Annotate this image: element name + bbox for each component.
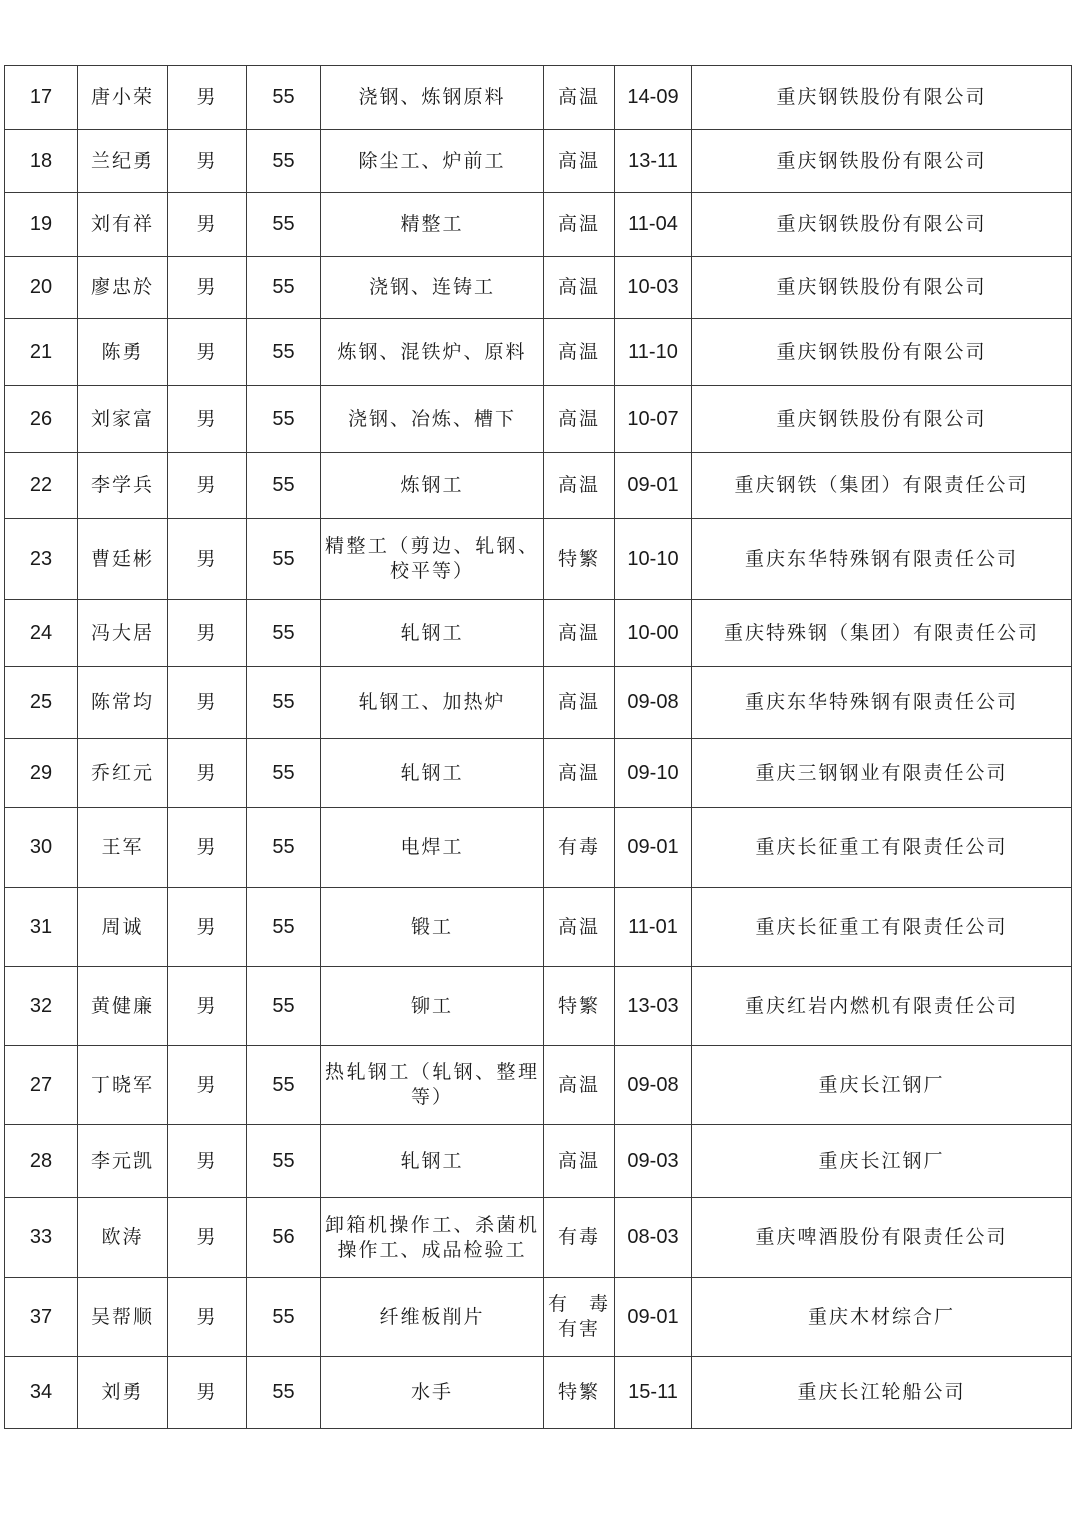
table-row [5, 319, 1072, 386]
cell-period: 10-10 [615, 519, 692, 600]
cell-company: 重庆长征重工有限责任公司 [692, 888, 1072, 967]
cell-job-type: 炼钢、混铁炉、原料 [321, 319, 544, 386]
cell-category: 特繁 [544, 519, 615, 600]
cell-name: 兰纪勇 [78, 130, 168, 193]
cell-period: 09-01 [615, 808, 692, 888]
cell-category: 有毒 [544, 1198, 615, 1278]
cell-category: 高温 [544, 386, 615, 453]
cell-category: 高温 [544, 1125, 615, 1198]
cell-company: 重庆东华特殊钢有限责任公司 [692, 519, 1072, 600]
cell-name: 廖忠於 [78, 257, 168, 319]
cell-age: 55 [247, 1357, 321, 1429]
cell-gender: 男 [168, 1125, 247, 1198]
cell-job-type: 精整工 [321, 193, 544, 257]
cell-gender: 男 [168, 967, 247, 1046]
table-row [5, 1198, 1072, 1278]
cell-period: 13-03 [615, 967, 692, 1046]
cell-company: 重庆特殊钢（集团）有限责任公司 [692, 600, 1072, 667]
cell-period: 14-09 [615, 66, 692, 130]
cell-job-type: 轧钢工 [321, 600, 544, 667]
cell-category: 高温 [544, 453, 615, 519]
cell-job-type: 轧钢工、加热炉 [321, 667, 544, 739]
cell-period: 08-03 [615, 1198, 692, 1278]
cell-number: 27 [5, 1046, 78, 1125]
cell-name: 陈勇 [78, 319, 168, 386]
cell-gender: 男 [168, 1046, 247, 1125]
cell-company: 重庆钢铁股份有限公司 [692, 66, 1072, 130]
cell-job-type: 浇钢、炼钢原料 [321, 66, 544, 130]
cell-gender: 男 [168, 600, 247, 667]
cell-age: 55 [247, 1278, 321, 1357]
cell-company: 重庆长江钢厂 [692, 1046, 1072, 1125]
cell-company: 重庆东华特殊钢有限责任公司 [692, 667, 1072, 739]
cell-number: 18 [5, 130, 78, 193]
cell-company: 重庆红岩内燃机有限责任公司 [692, 967, 1072, 1046]
cell-period: 10-07 [615, 386, 692, 453]
cell-name: 陈常均 [78, 667, 168, 739]
cell-number: 29 [5, 739, 78, 808]
cell-number: 34 [5, 1357, 78, 1429]
table-row [5, 1046, 1072, 1125]
cell-category: 高温 [544, 739, 615, 808]
cell-category: 有毒 [544, 808, 615, 888]
cell-period: 09-03 [615, 1125, 692, 1198]
table-row [5, 519, 1072, 600]
table-row [5, 1125, 1072, 1198]
cell-category: 高温 [544, 600, 615, 667]
table-row [5, 739, 1072, 808]
cell-number: 32 [5, 967, 78, 1046]
cell-gender: 男 [168, 130, 247, 193]
cell-job-type: 浇钢、连铸工 [321, 257, 544, 319]
cell-gender: 男 [168, 386, 247, 453]
cell-number: 26 [5, 386, 78, 453]
cell-number: 33 [5, 1198, 78, 1278]
table-row [5, 257, 1072, 319]
cell-name: 曹廷彬 [78, 519, 168, 600]
cell-gender: 男 [168, 1357, 247, 1429]
cell-period: 09-08 [615, 667, 692, 739]
cell-gender: 男 [168, 319, 247, 386]
cell-gender: 男 [168, 888, 247, 967]
cell-job-type: 浇钢、冶炼、槽下 [321, 386, 544, 453]
cell-period: 11-10 [615, 319, 692, 386]
cell-gender: 男 [168, 667, 247, 739]
cell-name: 王军 [78, 808, 168, 888]
cell-category: 高温 [544, 888, 615, 967]
cell-company: 重庆三钢钢业有限责任公司 [692, 739, 1072, 808]
worker-roster-table [4, 65, 1072, 1429]
cell-number: 25 [5, 667, 78, 739]
cell-period: 10-03 [615, 257, 692, 319]
table-row [5, 808, 1072, 888]
cell-company: 重庆长江轮船公司 [692, 1357, 1072, 1429]
cell-company: 重庆钢铁（集团）有限责任公司 [692, 453, 1072, 519]
cell-company: 重庆木材综合厂 [692, 1278, 1072, 1357]
cell-gender: 男 [168, 193, 247, 257]
cell-job-type: 锻工 [321, 888, 544, 967]
cell-job-type: 水手 [321, 1357, 544, 1429]
table-row [5, 386, 1072, 453]
table-row [5, 453, 1072, 519]
cell-name: 黄健廉 [78, 967, 168, 1046]
table-row [5, 1278, 1072, 1357]
cell-job-type: 卸箱机操作工、杀菌机操作工、成品检验工 [321, 1198, 544, 1278]
cell-category: 高温 [544, 1046, 615, 1125]
table-row [5, 66, 1072, 130]
cell-period: 15-11 [615, 1357, 692, 1429]
cell-period: 09-10 [615, 739, 692, 808]
cell-name: 刘有祥 [78, 193, 168, 257]
cell-gender: 男 [168, 66, 247, 130]
cell-age: 55 [247, 667, 321, 739]
cell-number: 23 [5, 519, 78, 600]
table-row [5, 130, 1072, 193]
cell-category: 特繁 [544, 1357, 615, 1429]
table-row [5, 667, 1072, 739]
cell-age: 55 [247, 888, 321, 967]
cell-gender: 男 [168, 739, 247, 808]
cell-category: 特繁 [544, 967, 615, 1046]
cell-age: 55 [247, 66, 321, 130]
table-row [5, 888, 1072, 967]
cell-number: 20 [5, 257, 78, 319]
cell-gender: 男 [168, 257, 247, 319]
table-row [5, 600, 1072, 667]
table-row [5, 967, 1072, 1046]
cell-company: 重庆钢铁股份有限公司 [692, 257, 1072, 319]
cell-job-type: 炼钢工 [321, 453, 544, 519]
cell-name: 刘家富 [78, 386, 168, 453]
cell-company: 重庆钢铁股份有限公司 [692, 319, 1072, 386]
cell-age: 55 [247, 386, 321, 453]
cell-age: 55 [247, 519, 321, 600]
cell-name: 唐小荣 [78, 66, 168, 130]
cell-name: 冯大居 [78, 600, 168, 667]
cell-name: 吴帮顺 [78, 1278, 168, 1357]
cell-name: 刘勇 [78, 1357, 168, 1429]
cell-period: 10-00 [615, 600, 692, 667]
cell-number: 17 [5, 66, 78, 130]
cell-category: 高温 [544, 257, 615, 319]
cell-name: 周诚 [78, 888, 168, 967]
cell-job-type: 轧钢工 [321, 1125, 544, 1198]
cell-category: 高温 [544, 66, 615, 130]
cell-gender: 男 [168, 1278, 247, 1357]
cell-age: 55 [247, 1046, 321, 1125]
cell-category: 高温 [544, 193, 615, 257]
cell-age: 55 [247, 739, 321, 808]
cell-category: 高温 [544, 667, 615, 739]
cell-age: 55 [247, 453, 321, 519]
cell-company: 重庆钢铁股份有限公司 [692, 193, 1072, 257]
cell-company: 重庆长征重工有限责任公司 [692, 808, 1072, 888]
cell-category: 高温 [544, 319, 615, 386]
cell-name: 李学兵 [78, 453, 168, 519]
cell-age: 55 [247, 1125, 321, 1198]
table-row [5, 193, 1072, 257]
cell-name: 欧涛 [78, 1198, 168, 1278]
table-row [5, 1357, 1072, 1429]
cell-age: 56 [247, 1198, 321, 1278]
cell-age: 55 [247, 193, 321, 257]
cell-number: 28 [5, 1125, 78, 1198]
cell-number: 22 [5, 453, 78, 519]
cell-name: 丁晓军 [78, 1046, 168, 1125]
cell-job-type: 除尘工、炉前工 [321, 130, 544, 193]
cell-category: 高温 [544, 130, 615, 193]
cell-number: 30 [5, 808, 78, 888]
cell-period: 11-04 [615, 193, 692, 257]
cell-period: 13-11 [615, 130, 692, 193]
cell-age: 55 [247, 130, 321, 193]
cell-company: 重庆钢铁股份有限公司 [692, 386, 1072, 453]
cell-job-type: 铆工 [321, 967, 544, 1046]
cell-number: 37 [5, 1278, 78, 1357]
cell-gender: 男 [168, 453, 247, 519]
cell-number: 21 [5, 319, 78, 386]
cell-job-type: 轧钢工 [321, 739, 544, 808]
cell-company: 重庆钢铁股份有限公司 [692, 130, 1072, 193]
cell-period: 09-01 [615, 453, 692, 519]
cell-age: 55 [247, 319, 321, 386]
cell-category: 有毒有害 [544, 1278, 615, 1357]
cell-age: 55 [247, 600, 321, 667]
cell-age: 55 [247, 257, 321, 319]
cell-age: 55 [247, 808, 321, 888]
cell-age: 55 [247, 967, 321, 1046]
cell-number: 19 [5, 193, 78, 257]
cell-period: 11-01 [615, 888, 692, 967]
cell-job-type: 精整工（剪边、轧钢、校平等） [321, 519, 544, 600]
cell-name: 乔红元 [78, 739, 168, 808]
cell-number: 31 [5, 888, 78, 967]
cell-gender: 男 [168, 808, 247, 888]
cell-period: 09-01 [615, 1278, 692, 1357]
cell-company: 重庆长江钢厂 [692, 1125, 1072, 1198]
table-body [5, 66, 1072, 1429]
cell-period: 09-08 [615, 1046, 692, 1125]
cell-number: 24 [5, 600, 78, 667]
cell-company: 重庆啤酒股份有限责任公司 [692, 1198, 1072, 1278]
cell-job-type: 电焊工 [321, 808, 544, 888]
cell-job-type: 热轧钢工（轧钢、整理等） [321, 1046, 544, 1125]
cell-name: 李元凯 [78, 1125, 168, 1198]
cell-gender: 男 [168, 1198, 247, 1278]
cell-gender: 男 [168, 519, 247, 600]
cell-job-type: 纤维板削片 [321, 1278, 544, 1357]
